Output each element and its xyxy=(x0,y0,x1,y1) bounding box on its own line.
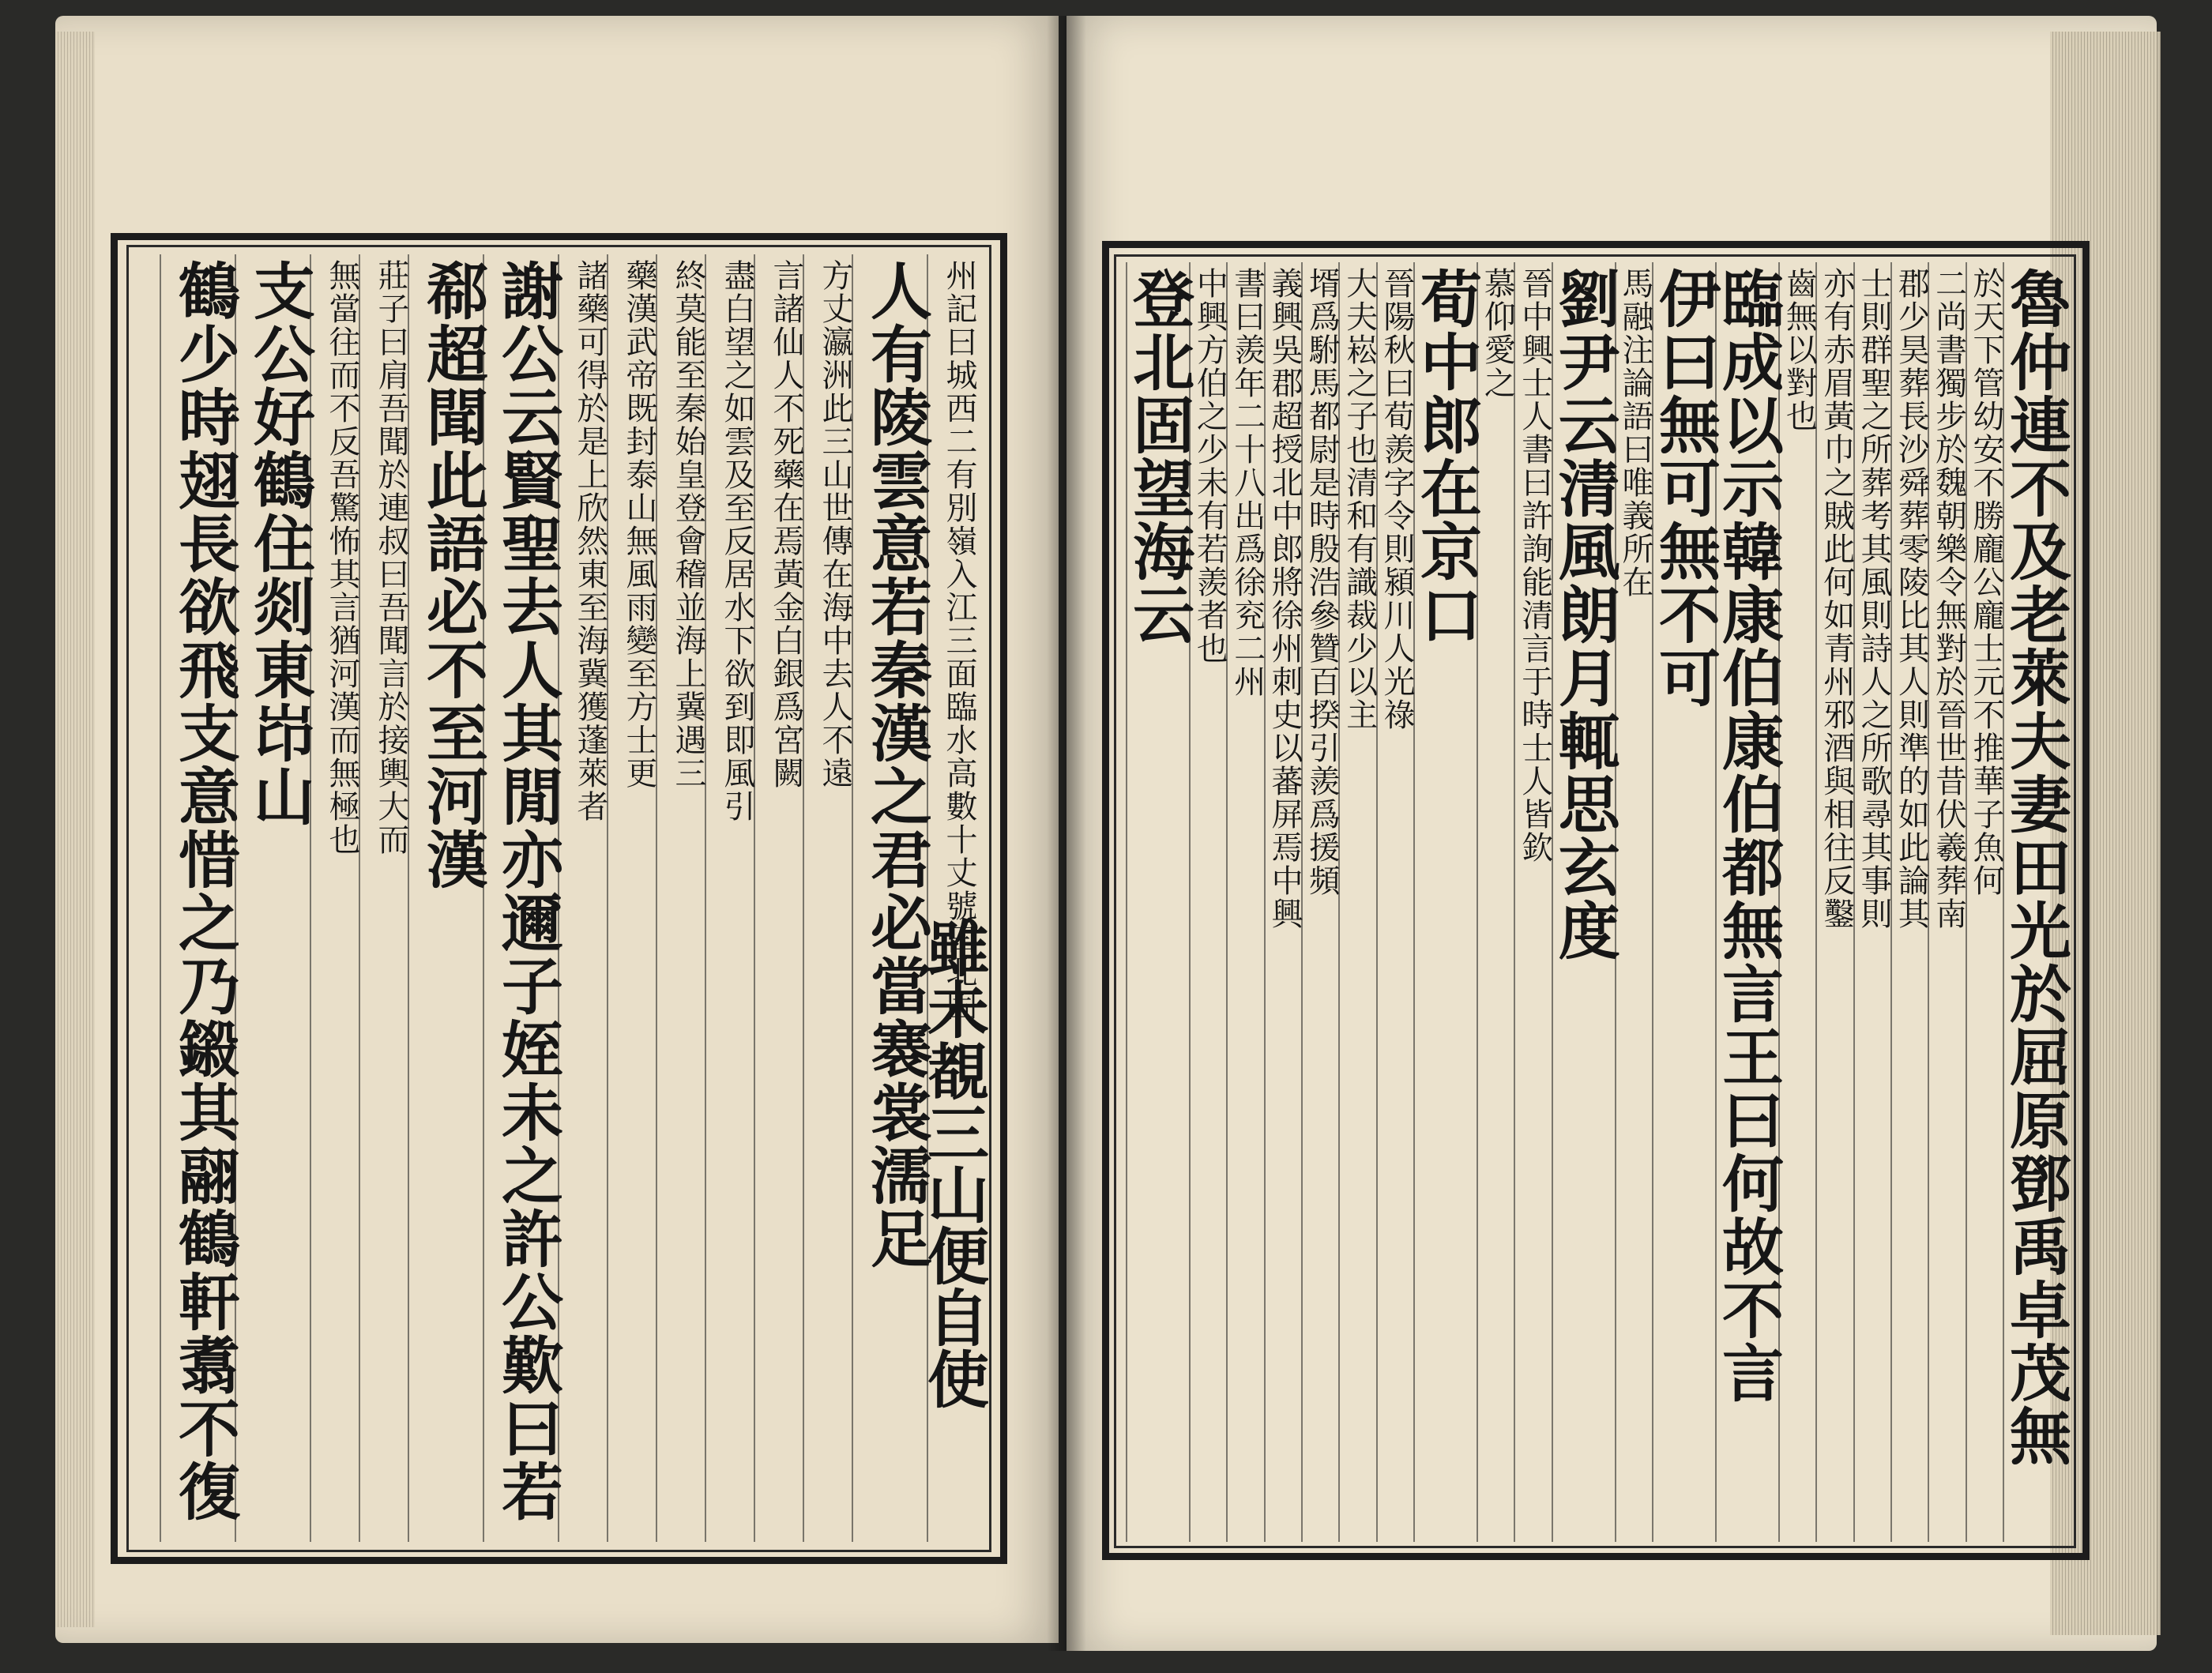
text-column: 謝公云賢聖去人其閒亦邇子姪未之許公歎曰若 xyxy=(483,254,558,1542)
text-column: 郡少昊葬長沙舜葬零陵比其人則準的如此論其 xyxy=(1890,262,1928,1542)
text-column: 支公好鶴住剡東岇山 xyxy=(235,254,310,1542)
trail-column: 雖未覩三山便自使 xyxy=(917,916,989,1409)
book-gutter xyxy=(1047,16,1086,1651)
text-column: 晉陽秋曰荀羨字令則潁川人光祿 xyxy=(1376,262,1413,1542)
text-column: 於天下管幼安不勝龐公龐士元不推華子魚何 xyxy=(1966,262,2003,1542)
text-column: 人有陵雲意若秦漢之君必當褰裳濡足 xyxy=(852,254,927,1542)
text-column: 州記曰城西二有別嶺入江三面臨水高數十丈號曰北固 xyxy=(927,254,976,1542)
text-column: 言諸仙人不死藥在焉黃金白銀爲宮闕 xyxy=(754,254,803,1542)
text-column: 伊曰無可無不可 xyxy=(1652,262,1715,1542)
right-text-columns xyxy=(1123,262,2071,1542)
text-column: 慕仰愛之 xyxy=(1477,262,1514,1542)
text-column: 臨成以示韓康伯康伯都無言王曰何故不言 xyxy=(1715,262,1778,1542)
text-column: 莊子曰肩吾聞於連叔曰吾聞言於接輿大而 xyxy=(359,254,408,1542)
text-column: 終莫能至秦始皇登會稽並海上冀遇三 xyxy=(656,254,705,1542)
text-column: 士則群聖之所葬考其風則詩人之所歌尋其事則 xyxy=(1853,262,1890,1542)
text-column: 鶴少時翅長欲飛支意惜之乃鎩其翮鶴軒翥不復 xyxy=(160,254,235,1542)
text-column: 登北固望海云 xyxy=(1126,262,1189,1542)
text-column: 無當往而不反吾驚怖其言猶河漢而無極也 xyxy=(310,254,359,1542)
text-column: 齒無以對也 xyxy=(1778,262,1815,1542)
text-column: 荀中郎在京口 xyxy=(1413,262,1477,1542)
left-text-columns xyxy=(142,254,976,1542)
text-column: 壻爲駙馬都尉是時殷浩參贊百揆引羨爲援頻 xyxy=(1301,262,1338,1542)
text-column: 郗超聞此語必不至河漢 xyxy=(408,254,483,1542)
left-page-edges xyxy=(55,32,95,1627)
text-column: 劉尹云清風朗月輒思玄度 xyxy=(1552,262,1615,1542)
text-column: 盡白望之如雲及至反居水下欲到即風引 xyxy=(705,254,754,1542)
text-column: 亦有赤眉黃巾之賊此何如青州邪酒與相往反鑿 xyxy=(1815,262,1853,1542)
text-column: 書曰羨年二十八出爲徐兖二州 xyxy=(1226,262,1263,1542)
text-column: 諸藥可得於是上欣然東至海冀獲蓬萊者 xyxy=(558,254,607,1542)
text-column: 二尚書獨步於魏朝樂令無對於晉世昔伏羲葬南 xyxy=(1928,262,1965,1542)
text-column: 晉中興士人書曰許詢能清言于時士人皆欽 xyxy=(1514,262,1551,1542)
text-column: 馬融注論語曰唯義所在 xyxy=(1615,262,1652,1542)
text-column: 大夫崧之子也清和有識裁少以主 xyxy=(1338,262,1375,1542)
text-column: 魯仲連不及老萊夫妻田光於屈原鄧禹卓茂無 xyxy=(2003,262,2066,1542)
text-column: 方丈瀛洲此三山世傳在海中去人不遠 xyxy=(803,254,852,1542)
text-column: 中興方伯之少未有若羨者也 xyxy=(1189,262,1226,1542)
text-column: 義興吳郡超授北中郎將徐州刺史以蕃屏焉中興 xyxy=(1264,262,1301,1542)
text-column: 藥漢武帝既封泰山無風雨變至方士更 xyxy=(607,254,656,1542)
